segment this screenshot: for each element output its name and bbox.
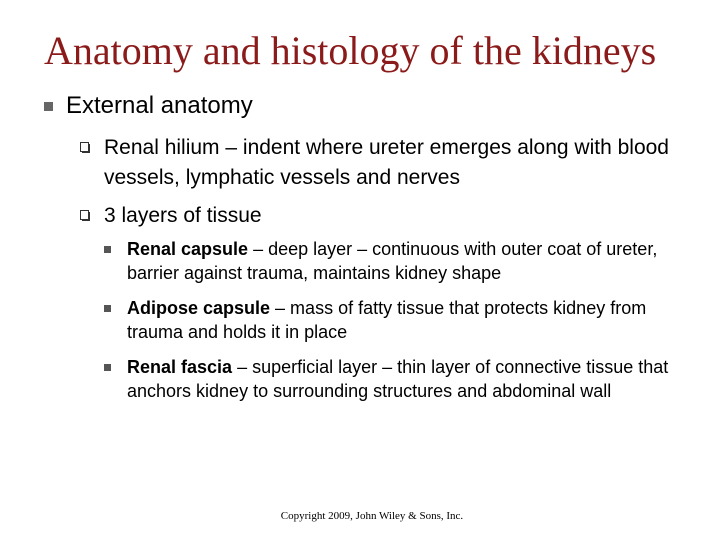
square-bullet-icon [104, 364, 111, 371]
layer-desc: – mass of fatty tissue that protects kidney from trauma and holds it in place [127, 298, 647, 342]
layer-text [127, 296, 689, 344]
square-bullet-icon [44, 102, 53, 111]
layer-term: Adipose capsule [127, 298, 271, 318]
layer-text [127, 355, 689, 403]
layer-term: Renal capsule [127, 239, 249, 259]
slide-title: Anatomy and histology of the kidneys [44, 28, 657, 73]
bullet-text: External anatomy [66, 92, 253, 119]
box-bullet-icon [80, 210, 89, 220]
layer-desc: – deep layer – continuous with outer coat of ureter, barrier against trauma, maintains kidney shape [127, 239, 658, 283]
sub-item-text: 3 layers of tissue [104, 204, 262, 227]
sub-item-layers [80, 201, 680, 231]
layer-text [127, 237, 689, 285]
box-bullet-icon [80, 142, 89, 152]
square-bullet-icon [104, 246, 111, 253]
footer-text: Copyright 2009, John Wiley & Sons, Inc. [280, 510, 464, 522]
layer-term: Renal fascia [127, 357, 233, 377]
square-bullet-icon [104, 305, 111, 312]
sub-item-text: Renal hilium – indent where ureter emerges along with blood vessels, lymphatic vessels and nerves [104, 136, 669, 189]
copyright-footer [0, 510, 720, 522]
layer-adipose-capsule [104, 296, 689, 344]
sub-item-renal-hilium [80, 133, 680, 193]
layer-renal-capsule [104, 237, 689, 285]
layer-renal-fascia [104, 355, 689, 403]
layer-desc: – superficial layer – thin layer of connective tissue that anchors kidney to surrounding structures and abdominal wall [127, 357, 669, 401]
